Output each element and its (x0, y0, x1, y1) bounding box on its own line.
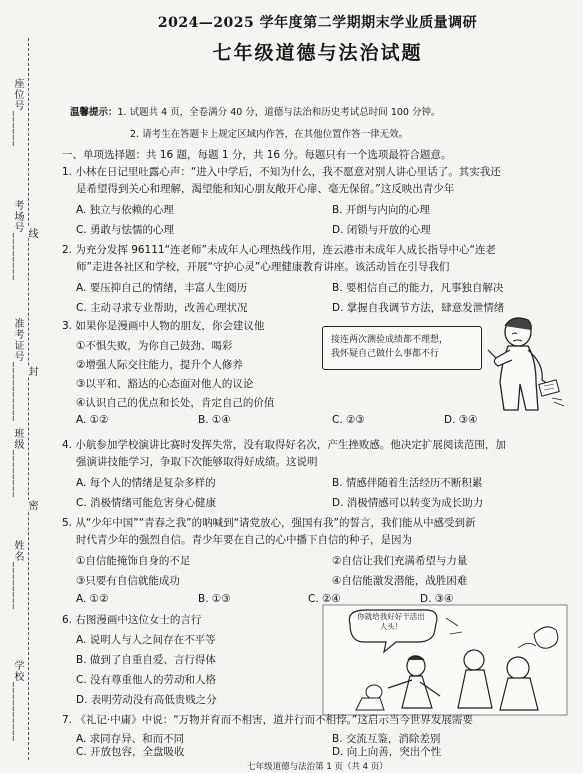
binding-strip (0, 0, 60, 773)
question-2-stem (62, 242, 496, 276)
close-mark: 密 (26, 500, 37, 510)
question-5-statement-1: ①自信能掩饰自身的不足 (76, 555, 191, 567)
exam-title: 七年级道德与法治试题 (212, 42, 423, 64)
question-5-statement-3: ③只要有自信就能成功 (76, 575, 180, 587)
question-2-option-d[interactable]: D. 掌握自我调节方法，肆意发泄情绪 (332, 302, 505, 314)
question-1-line-1: 1. 小林在日记里吐露心声：“进入中学后，不知为什么，我不愿意对别人讲心里话了。其实我还 (62, 166, 501, 178)
question-7-option-c[interactable]: C. 开放包容，全盘吸收 (76, 746, 185, 758)
bubble-line-1: 接连两次测验成绩都不理想， (331, 335, 449, 345)
question-3-option-d[interactable]: D. ③④ (444, 414, 478, 426)
question-3-statement-3: ③以平和、豁达的心态面对他人的议论 (76, 378, 254, 390)
seal-mark: 封 (26, 366, 37, 376)
question-4-option-c[interactable]: C. 消极情绪可能危害身心健康 (76, 497, 217, 509)
question-5-option-a[interactable]: A. ①② (76, 593, 109, 605)
line-mark: 线 (26, 228, 37, 238)
tip-text-1: 1. 试题共 4 页，全卷满分 40 分，道德与法治和历史考试总时间 100 分钟。 (117, 107, 441, 118)
question-6-option-c[interactable]: C. 没有尊重他人的劳动和人格 (76, 674, 217, 686)
question-1-option-a[interactable]: A. 独立与依赖的心理 (76, 204, 174, 216)
exam-room-label: 考场号 (12, 200, 23, 233)
question-5-option-d[interactable]: D. ③④ (420, 593, 454, 605)
question-5-line-1: 5. 从“少年中国”“青春之我”的呐喊到“请党放心，强国有我”的誓言，我们能从中感受到新 (62, 517, 476, 529)
page-footer: 七年级道德与法治第 1 页（共 4 页） (247, 762, 388, 772)
question-1-option-c[interactable]: C. 勇敢与怯懦的心理 (76, 224, 175, 236)
question-3-option-c[interactable]: C. ②③ (332, 414, 365, 426)
question-7-option-a[interactable]: A. 求同存异、和而不同 (76, 733, 185, 745)
question-4-line-2: 强演讲技能学习，争取下次能够取得好成绩。这说明 (76, 456, 318, 468)
question-4-line-1: 4. 小航参加学校演讲比赛时发挥失常，没有取得好名次，产生挫败感。他决定扩展阅读范围，加 (62, 439, 506, 451)
school-label: 学校 (12, 660, 23, 682)
cut-line (28, 38, 29, 760)
question-1-option-b[interactable]: B. 开朗与内向的心理 (332, 204, 430, 216)
question-7-stem: 7. 《礼记·中庸》中说：“万物并育而不相害，道并行而不相悖。”这启示当今世界发展需要 (62, 714, 473, 726)
question-5-line-2: 时代青少年的强烈自信。青少年要在自己的心中播下自信的种子，是因为 (76, 534, 412, 546)
question-7-option-d[interactable]: D. 向上向善，突出个性 (332, 746, 442, 758)
question-3-statement-1: ①不惧失败，为你自己鼓劲、喝彩 (76, 340, 233, 352)
bubble-line-2: 我怀疑自己做什么事都不行 (331, 349, 440, 359)
question-1-option-d[interactable]: D. 闭锁与开放的心理 (332, 224, 431, 236)
question-5-option-c[interactable]: C. ②④ (308, 593, 341, 605)
question-3-statement-2: ②增强人际交往能力，提升个人修养 (76, 359, 243, 371)
cartoon-speech-text: 你就给我好好干活出人头！ (357, 612, 425, 631)
question-5-option-b[interactable]: B. ①③ (198, 593, 231, 605)
question-4-option-a[interactable]: A. 每个人的情绪是复杂多样的 (76, 477, 216, 489)
question-2-option-c[interactable]: C. 主动寻求专业帮助，改善心理状况 (76, 302, 248, 314)
question-4-option-b[interactable]: B. 情感伴随着生活经历不断积累 (332, 477, 483, 489)
question-3-option-a[interactable]: A. ①② (76, 414, 109, 426)
section-heading: 一、单项选择题：共 16 题，每题 1 分，共 16 分。每题只有一个选项最符合题意。 (62, 149, 452, 161)
tip-label: 温馨提示： (70, 107, 118, 118)
question-2-option-a[interactable]: A. 要压抑自己的情绪，丰富人生阅历 (76, 282, 248, 294)
question-2-line-2: 师”走进各社区和学校，开展“守护心灵”心理健康教育讲座。该活动旨在引导我们 (76, 261, 450, 273)
admission-number-field: 准考证号__________ (12, 318, 23, 422)
question-6-option-a[interactable]: A. 说明人与人之间存在不平等 (76, 634, 216, 646)
admission-label: 准考证号 (12, 318, 23, 362)
tip-line-1 (70, 104, 440, 118)
seat-number-field: 座位号______ (12, 78, 23, 147)
question-5-stem (62, 515, 476, 549)
question-5-statement-4: ④自信能激发潜能，战胜困难 (332, 575, 468, 587)
question-3-statement-4: ④认识自己的优点和长处，肯定自己的价值 (76, 397, 275, 409)
question-4-stem (62, 437, 506, 471)
question-3-speech-bubble (322, 326, 482, 370)
name-label: 姓名 (12, 540, 23, 562)
class-field: 班级________ (12, 428, 23, 498)
question-2-line-1: 2. 为充分发挥 96111“连老师”未成年人心理热线作用，连云港市未成年人成长指导中心“连老 (62, 244, 496, 256)
question-7-option-b[interactable]: B. 交流互鉴，消除差别 (332, 733, 441, 745)
question-6-stem: 6. 右图漫画中这位女士的言行 (62, 614, 202, 626)
question-5-statement-2: ②自信让我们充满希望与力量 (332, 555, 468, 567)
tip-line-2: 2. 请考生在答题卡上规定区域内作答，在其他位置作答一律无效。 (130, 129, 409, 140)
exam-subtitle: 2024—2025 学年度第二学期期末学业质量调研 (157, 15, 478, 31)
question-3-stem: 3. 如果你是漫画中人物的朋友，你会建议他 (62, 320, 265, 332)
name-field: 姓名________ (12, 540, 23, 610)
question-2-option-b[interactable]: B. 要相信自己的能力，凡事独自解决 (332, 282, 504, 294)
question-6-option-d[interactable]: D. 表明劳动没有高低贵贱之分 (76, 694, 217, 706)
seat-label: 座位号 (12, 78, 23, 111)
question-4-option-d[interactable]: D. 消极情感可以转变为成长助力 (332, 497, 484, 509)
question-1-stem (62, 164, 501, 198)
question-6-option-b[interactable]: B. 做到了自重自爱、言行得体 (76, 654, 216, 666)
class-label: 班级 (12, 428, 23, 450)
student-cartoon-figure (482, 310, 568, 418)
question-1-line-2: 是希望得到关心和理解，渴望能和知心朋友敞开心扉、毫无保留。”这反映出青少年 (76, 183, 455, 195)
school-field: 学校__________ (12, 660, 23, 742)
question-3-option-b[interactable]: B. ①④ (198, 414, 231, 426)
exam-room-field: 考场号________ (12, 200, 23, 281)
